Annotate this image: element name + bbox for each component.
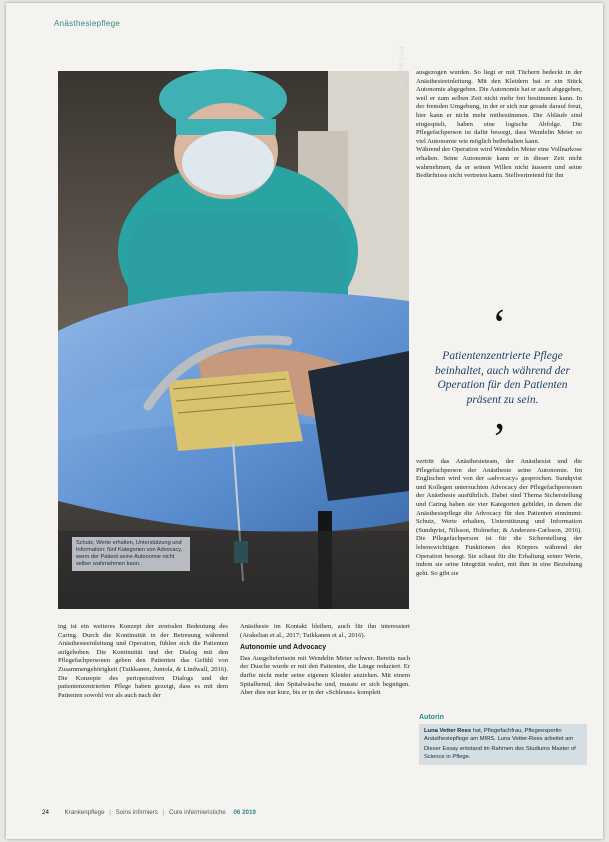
journal-name-it: Cure infermieristiche: [168, 809, 226, 816]
close-quote-icon: ’: [492, 414, 507, 463]
open-quote-icon: ‘: [492, 300, 507, 349]
photo-illustration: [58, 71, 409, 609]
surgery-photo: [58, 46, 409, 609]
pull-quote: Patientenzentrierte Pflege beinhaltet, auch während der Operation für den Patienten präsent zu sein.: [435, 350, 570, 406]
issue-number: 06 2019: [233, 809, 256, 816]
author-box: [419, 714, 587, 765]
magazine-page: [6, 3, 603, 839]
right-column-bottom: [416, 458, 582, 578]
photo-caption: Schutz, Werte erhalten, Unterstützung und Information: fünf Kategorien von Advocacy, wenn der Patient seine Autonomie nicht selber wahrnehmen kann.: [72, 537, 190, 571]
paragraph: ing ist ein weiteres Konzept der zentralen Bedeutung des Caring. Durch die Kontinuität in der Betreuung während Anästhesieeinleitung und Operation, fühlen sich die Patienten aufgehoben. Die Kontinuität und der Dialog mit den Pflegefachpersonen geben den Patienten das Gefühl von Zusammengehörigkeit (Tuikkanen, Juntola, & Lindwall, 2016). Die Konzepte des perioperativen Dialogs und der patientenzentrierten Pflege haben gezeigt, dass es mit dem Patienten sowohl vor als auch nach der: [58, 623, 228, 699]
photo-credit: FOTO: Max Sample: [397, 46, 403, 91]
journal-name-fr: Soins infirmiers: [115, 809, 158, 816]
subheading: Autonomie und Advocacy: [240, 644, 327, 652]
paragraph: ausgezogen wurden. So liegt er mit Tüchern bedeckt in der Anästhesieeinleitung. Mit den Kleidern hat er ein Stück Autonomie abgegeben. Die Autonomie hat er auch abgegeben, weil er zum selben Zeit nicht mehr frei bestimmen kann. In der fremden Umgebung, in der er sich nur gerade darauf freut, hier kann er nicht mehr mitbestimmen. Die Abläufe sind eingespielt, haben eine logische Abfolge. Die Pflegefachperson ist dafür besorgt, dass Wendelin Meier so viel Autonomie wie möglich beibehalten kann.: [416, 69, 582, 145]
right-column-top: [416, 69, 582, 181]
paragraph: vertritt das Anästhesieteam, der Anästhesist und die Pflegefachperson der Anästhesie seine Autonomie. Im Englischen wird von der «advocacy» gesprochen. Sundqvist und Kollegen untersuchten Advocacy der Pflegefachpersonen der Anästhesie ausführlich. Dabei sind Thema Sicherstellung und Caring haben sie vier Kategorien gebildet, in denen die Anästhesiepflege die Advocacy für den Patienten einnimmt: Schutz, Werte erhalten, Unterstützung und Information (Sundqvist, Nilsson, Holmefur, & Anderzen-Carlsson, 2016). Die Pflegefachperson ist für die Sicherstellung der lebenswichtigen Funktionen des Körpers während der Operation besorgt. Sie schaut für die Erhaltung seiner Werte, indem sie seine Integrität wahrt, mit ihm in eine Beziehung geht. So gibt sie: [416, 458, 582, 577]
section-label: Anästhesiepflege: [54, 19, 121, 28]
left-column: [58, 623, 228, 700]
page-footer: 24 Krankenpflege | Soins infirmiers | Cure infermieristiche 06 2019: [42, 809, 256, 816]
middle-column: [240, 623, 410, 698]
journal-name: Krankenpflege: [64, 809, 105, 816]
author-body: [419, 724, 587, 765]
author-text: hat, Pflegefachfrau, Pflegeexpertin Anästhesiepflege am MIRS. Luna Vetter-Rees arbeitet am: [424, 728, 574, 742]
paragraph: Das Ausgeliefertsein mit Wendelin Meier schwer. Bereits nach der Dusche wurde er mit den Patienten, die Länge reduziert. Er durfte nicht mehr seine eigenen Kleider anziehen. Mit einem Spitalhemd, den Spitalwäsche und, musste er sich begnügen. Aber dies nur kurz, bis er in der «Schleuse» komplett: [240, 654, 410, 697]
author-heading: Autorin: [419, 714, 444, 721]
paragraph: Anästhesie im Kontakt bleiben, auch für ihn interessiert (Arakelian et al., 2017; Tuikkanen et al., 2016).: [240, 623, 410, 639]
page-number: 24: [42, 809, 49, 816]
author-name: Luna Vetter Rees: [424, 728, 472, 734]
author-note: Dieser Essay entstand im Rahmen des Studiums Master of Science in Pflege.: [424, 746, 576, 760]
paragraph: Während der Operation wird Wendelin Meier eine Vollnarkose erhalten. Seine Autonomie kann er in dieser Zeit nicht wahrnehmen, da er seinen Willen nicht äussern und seine Bedürfnisse nicht vertreten kann. Stellvertretend für ihn: [416, 146, 582, 180]
